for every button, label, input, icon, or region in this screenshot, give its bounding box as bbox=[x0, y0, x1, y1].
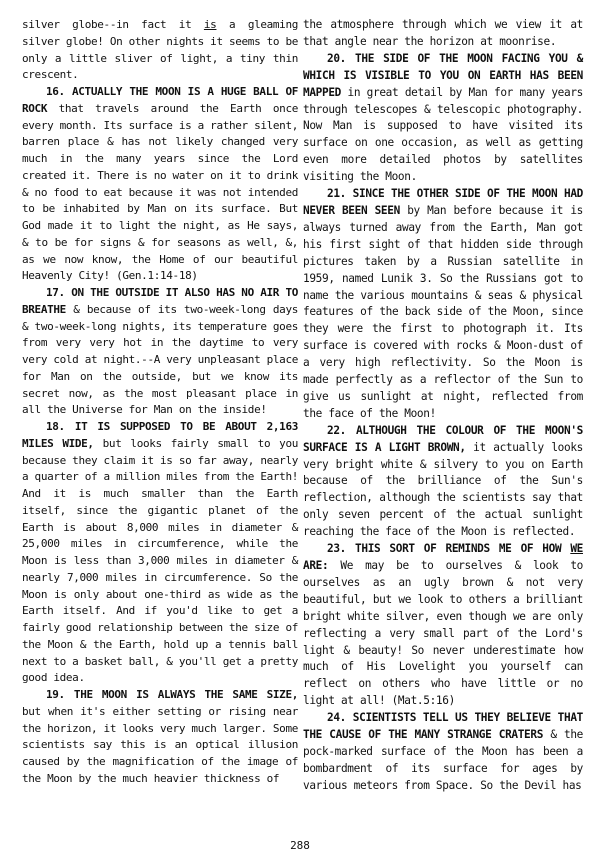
page-number: 288 bbox=[290, 839, 310, 852]
paragraph-continued bbox=[22, 17, 298, 84]
paragraph-20 bbox=[303, 51, 583, 186]
paragraph-body: but looks fairly small to you because they claim it is so far away, nearly a quarter of a million miles from the Earth! And it is much smaller than the Earth itself, since the gigantic planet of the Earth is about 8,000 miles in diameter & 25,000 miles in circumference, while the Moon is less than 3,000 miles in diameter & nearly 7,000 miles in circumference. So the Moon is only about one-third as wide as the Earth itself. And if you'd like to get a fairly good relationship between the size of the Moon & the Earth, hold up a tennis ball next to a basket ball, & you'll get a pretty good idea. bbox=[22, 436, 298, 685]
paragraph-body: that travels around the Earth once every month. Its surface is a rather silent, barren place & has not likely changed very much in the many years since the Lord created it. There is no water on it to drink & no food to eat because it was not intended to be inhabited by Man on its surface. But God made it to light the night, as He says, & to be for signs & for seasons as well, &, as we now know, the Home of our beautiful Heavenly City! (Gen.1:14-18) bbox=[22, 101, 298, 283]
paragraph-heading: 18. IT IS SUPPOSED TO BE ABOUT 2,163 MILES WIDE, bbox=[22, 420, 298, 450]
paragraph-heading: 21. SINCE THE OTHER SIDE OF THE MOON HAD NEVER BEEN SEEN bbox=[303, 187, 583, 217]
paragraph-21 bbox=[303, 186, 583, 423]
paragraph-heading: 17. ON THE OUTSIDE IT ALSO HAS NO AIR TO BREATHE bbox=[22, 286, 298, 316]
paragraph-16 bbox=[22, 84, 298, 285]
right-column bbox=[303, 17, 583, 795]
paragraph-body: it actually looks very bright white & silvery to you on Earth because of the brilliance of the Sun's reflection, although the scientists say that only seven percent of the actual sunlight reaching the face of the Moon is reflected. bbox=[303, 440, 583, 539]
paragraph-body: We may be to ourselves & look to ourselves as an ugly brown & not very beautiful, but we look to others a brilliant bright white silver, even though we are only reflecting a very small part of the Lord's light & beauty! So never underestimate how much of His Lovelight you yourself can reflect on others who have little or no light at all! (Mat.5:16) bbox=[303, 559, 583, 708]
paragraph-body: & because of its two-week-long days & two-week-long nights, its temperature goes from very very hot in the daytime to very very cold at night.--A very unpleasant place for Man on the outside, but we know its secret now, as the most pleasant place in all the Universe for Man on the inside! bbox=[22, 302, 298, 417]
paragraph-body: in great detail by Man for many years through telescopes & telescopic photography. Now Man is supposed to have visited its surface on one occasion, as well as getting even more detailed photos by satellites visiting the Moon. bbox=[303, 85, 583, 184]
paragraph-heading: 16. ACTUALLY THE MOON IS A HUGE BALL OF ROCK bbox=[22, 85, 298, 115]
paragraph-17 bbox=[22, 285, 298, 419]
paragraph-body: but when it's either setting or rising near the horizon, it looks very much larger. Some scientists say this is an optical illusion caused by the magnification of the image of the Moon by the much heavier thickness of bbox=[22, 704, 298, 785]
paragraph-continued bbox=[303, 17, 583, 51]
paragraph-19 bbox=[22, 687, 298, 788]
paragraph-heading: 19. THE MOON IS ALWAYS THE SAME SIZE, bbox=[46, 688, 298, 701]
paragraph-text: silver globe--in fact it bbox=[22, 18, 204, 31]
left-column bbox=[22, 17, 298, 788]
paragraph-body: & the pock-marked surface of the Moon has been a bombardment of its surface for ages by various meteors from Space. So the Devil has bbox=[303, 728, 583, 792]
underlined-word: is bbox=[203, 18, 217, 31]
paragraph-heading: 23. THIS SORT OF REMINDS ME OF HOW bbox=[327, 542, 571, 556]
paragraph-24 bbox=[303, 710, 583, 795]
paragraph-23 bbox=[303, 541, 583, 710]
paragraph-body: the atmosphere through which we view it at that angle near the horizon at moonrise. bbox=[303, 18, 583, 48]
paragraph-18 bbox=[22, 419, 298, 687]
paragraph-heading-end: ARE: bbox=[303, 559, 329, 572]
paragraph-heading: 20. THE SIDE OF THE MOON FACING YOU & WHICH IS VISIBLE TO YOU ON EARTH HAS BEEN MAPPED bbox=[303, 51, 583, 99]
paragraph-22 bbox=[303, 423, 583, 541]
underlined-word: WE bbox=[570, 542, 583, 556]
paragraph-heading: 22. ALTHOUGH THE COLOUR OF THE MOON'S SURFACE IS A LIGHT BROWN, bbox=[303, 423, 583, 454]
paragraph-text: a gleaming silver globe! On other nights it seems to be only a little sliver of light, a tiny thin crescent. bbox=[22, 18, 298, 82]
paragraph-heading: 24. SCIENTISTS TELL US THEY BELIEVE THAT THE CAUSE OF THE MANY STRANGE CRATERS bbox=[303, 711, 583, 742]
paragraph-body: by Man before because it is always turned away from the Earth, Man got his first sight of that hidden side through pictures taken by a Russian satellite in 1959, named Lunik 3. So the Russians got to name the various mountains & seas & physical features of the back side of the Moon, since they were the first to photograph it. Its surface is covered with rocks & Moon-dust of a very high reflectivity. So the Moon is made perfectly as a reflector of the Sun to give us sunlight at night, reflected from the face of the Moon! bbox=[303, 203, 584, 420]
